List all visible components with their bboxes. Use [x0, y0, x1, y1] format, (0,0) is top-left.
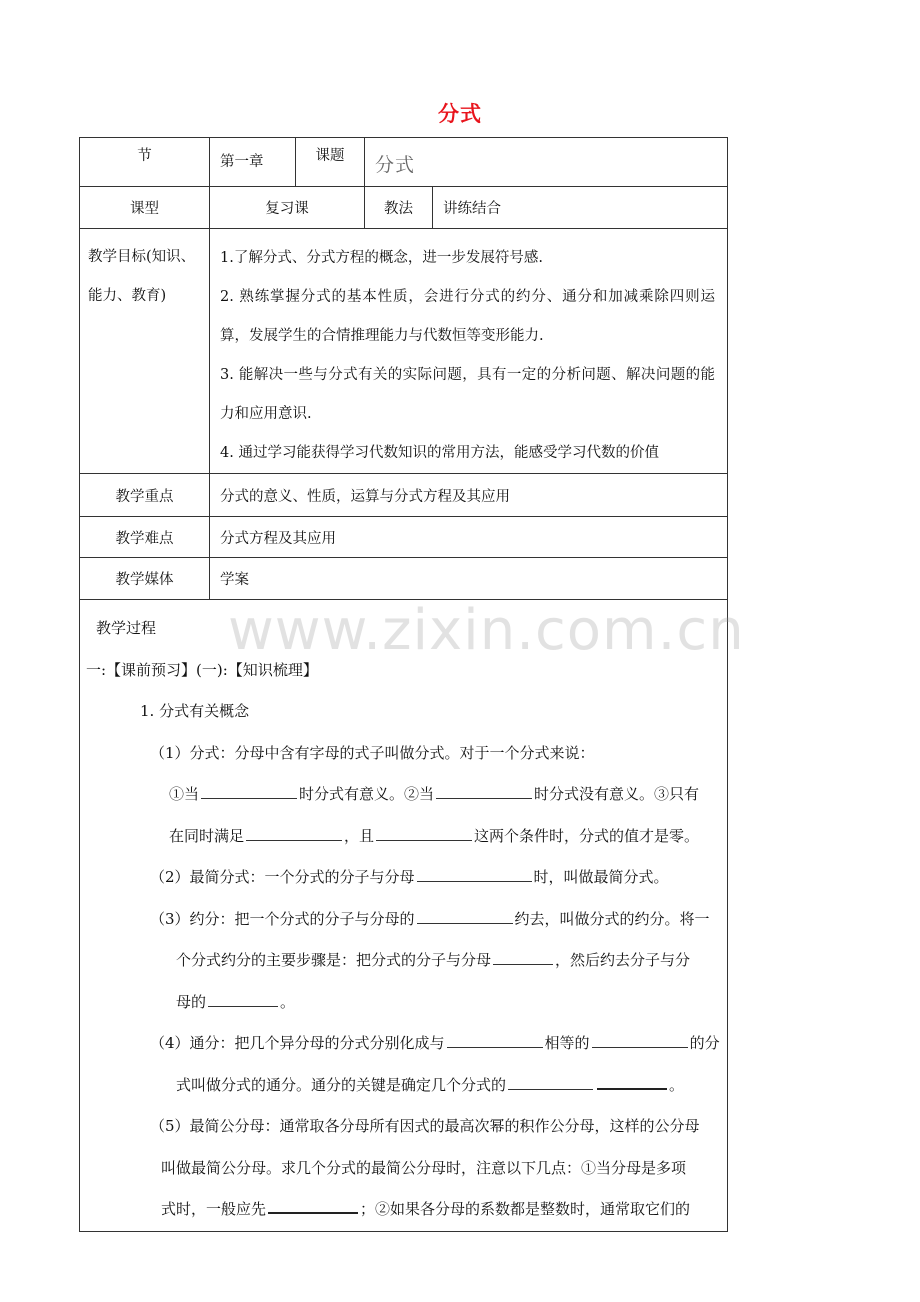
- media-label: 教学媒体: [80, 558, 210, 600]
- text: （3）约分：把一个分式的分子与分母的: [150, 909, 415, 928]
- process-line: [88, 1189, 719, 1231]
- process-sub1: 1. 分式有关概念: [140, 702, 250, 720]
- text: 。: [280, 992, 296, 1011]
- type-row: [80, 187, 728, 229]
- process-line: [88, 982, 719, 1024]
- blank: [268, 1211, 358, 1214]
- blank: [447, 1046, 543, 1048]
- goal-item: 3. 能解决一些与分式有关的实际问题，具有一定的分析问题、解决问题的能力和应用意识.: [220, 367, 716, 422]
- difficulties-label: 教学难点: [80, 517, 210, 558]
- text: 约去，叫做分式的约分。将一: [514, 909, 710, 928]
- section-value: 第一章: [210, 138, 296, 187]
- method-value: 讲练结合: [433, 187, 728, 229]
- text: （2）最简分式：一个分式的分子与分母: [150, 868, 415, 886]
- media-value: 学案: [210, 558, 728, 600]
- blank: [436, 797, 532, 799]
- text: 个分式约分的主要步骤是：把分式的分子与分母: [176, 951, 492, 969]
- text: ；②如果各分母的系数都是整数时，通常取它们的: [360, 1200, 691, 1218]
- text: （4）通分：把几个异分母的分式分别化成与: [150, 1034, 445, 1052]
- process-row: [80, 600, 728, 1232]
- goal-item: 4. 通过学习能获得学习代数知识的常用方法，能感受学习代数的价值: [220, 445, 659, 461]
- blank: [508, 1088, 593, 1090]
- text: 在同时满足: [169, 826, 245, 845]
- section-label: 节: [80, 138, 210, 187]
- blank: [208, 1005, 278, 1007]
- text: ，然后约去分子与分: [555, 951, 691, 969]
- goal-item: 2. 熟练掌握分式的基本性质，会进行分式的约分、通分和加减乘除四则运算，发展学生的合情推理能力与代数恒等变形能力.: [220, 289, 716, 344]
- difficulties-value: 分式方程及其应用: [210, 517, 728, 558]
- key-points-value: 分式的意义、性质，运算与分式方程及其应用: [210, 474, 728, 517]
- media-row: [80, 558, 728, 600]
- goals-row: [80, 229, 728, 474]
- blank: [376, 839, 472, 841]
- blank: [417, 922, 513, 924]
- watermark: www.zixin.com.cn: [228, 598, 745, 663]
- text: 。: [669, 1075, 685, 1094]
- text: 时分式没有意义。③只有: [534, 785, 700, 803]
- blank: [417, 880, 532, 882]
- text: 这两个条件时，分式的值才是零。: [474, 826, 700, 845]
- text: 式时，一般应先: [161, 1200, 267, 1218]
- key-points-row: [80, 474, 728, 517]
- type-label: 课型: [80, 187, 210, 229]
- lesson-plan-table: [79, 137, 728, 1232]
- topic-label: 课题: [296, 138, 365, 187]
- blank: [597, 1087, 667, 1090]
- goals-content: [210, 229, 728, 474]
- blank: [592, 1046, 688, 1048]
- goals-label: 教学目标(知识、能力、教育): [80, 229, 210, 474]
- text: 相等的: [544, 1034, 590, 1052]
- blank: [493, 963, 553, 965]
- process-line: [88, 1065, 719, 1107]
- text: ①当: [169, 785, 200, 803]
- text: 的分: [689, 1034, 720, 1052]
- text: 时分式有意义。②当: [299, 785, 435, 803]
- process-line: [88, 940, 719, 982]
- header-row: [80, 138, 728, 187]
- topic-value: 分式: [365, 138, 728, 187]
- text: 时，叫做最简分式。: [533, 868, 669, 886]
- process-content: [80, 600, 728, 1232]
- type-value: 复习课: [210, 187, 365, 229]
- process-line: [88, 899, 719, 941]
- text: 式叫做分式的通分。通分的关键是确定几个分式的: [176, 1075, 507, 1094]
- process-line: （1）分式：分母中含有字母的式子叫做分式。对于一个分式来说：: [150, 743, 595, 762]
- goal-item: 1.了解分式、分式方程的概念，进一步发展符号感.: [220, 250, 543, 266]
- difficulties-row: [80, 517, 728, 558]
- text: 母的: [176, 992, 207, 1011]
- process-line: 叫做最简公分母。求几个分式的最简公分母时，注意以下几点：①当分母是多项: [161, 1158, 687, 1177]
- blank: [201, 797, 297, 799]
- document-title: 分式: [438, 101, 482, 126]
- method-label: 教法: [365, 187, 433, 229]
- text: ，且: [344, 826, 375, 845]
- process-line: [88, 774, 719, 816]
- process-line: （5）最简公分母：通常取各分母所有因式的最高次幂的积作公分母，这样的公分母: [150, 1117, 700, 1135]
- process-section: 一:【课前预习】(一):【知识梳理】: [86, 660, 318, 679]
- process-line: [88, 816, 719, 858]
- process-line: [88, 1023, 719, 1065]
- key-points-label: 教学重点: [80, 474, 210, 517]
- process-heading: 教学过程: [96, 619, 157, 637]
- process-line: [88, 857, 719, 899]
- blank: [246, 839, 342, 841]
